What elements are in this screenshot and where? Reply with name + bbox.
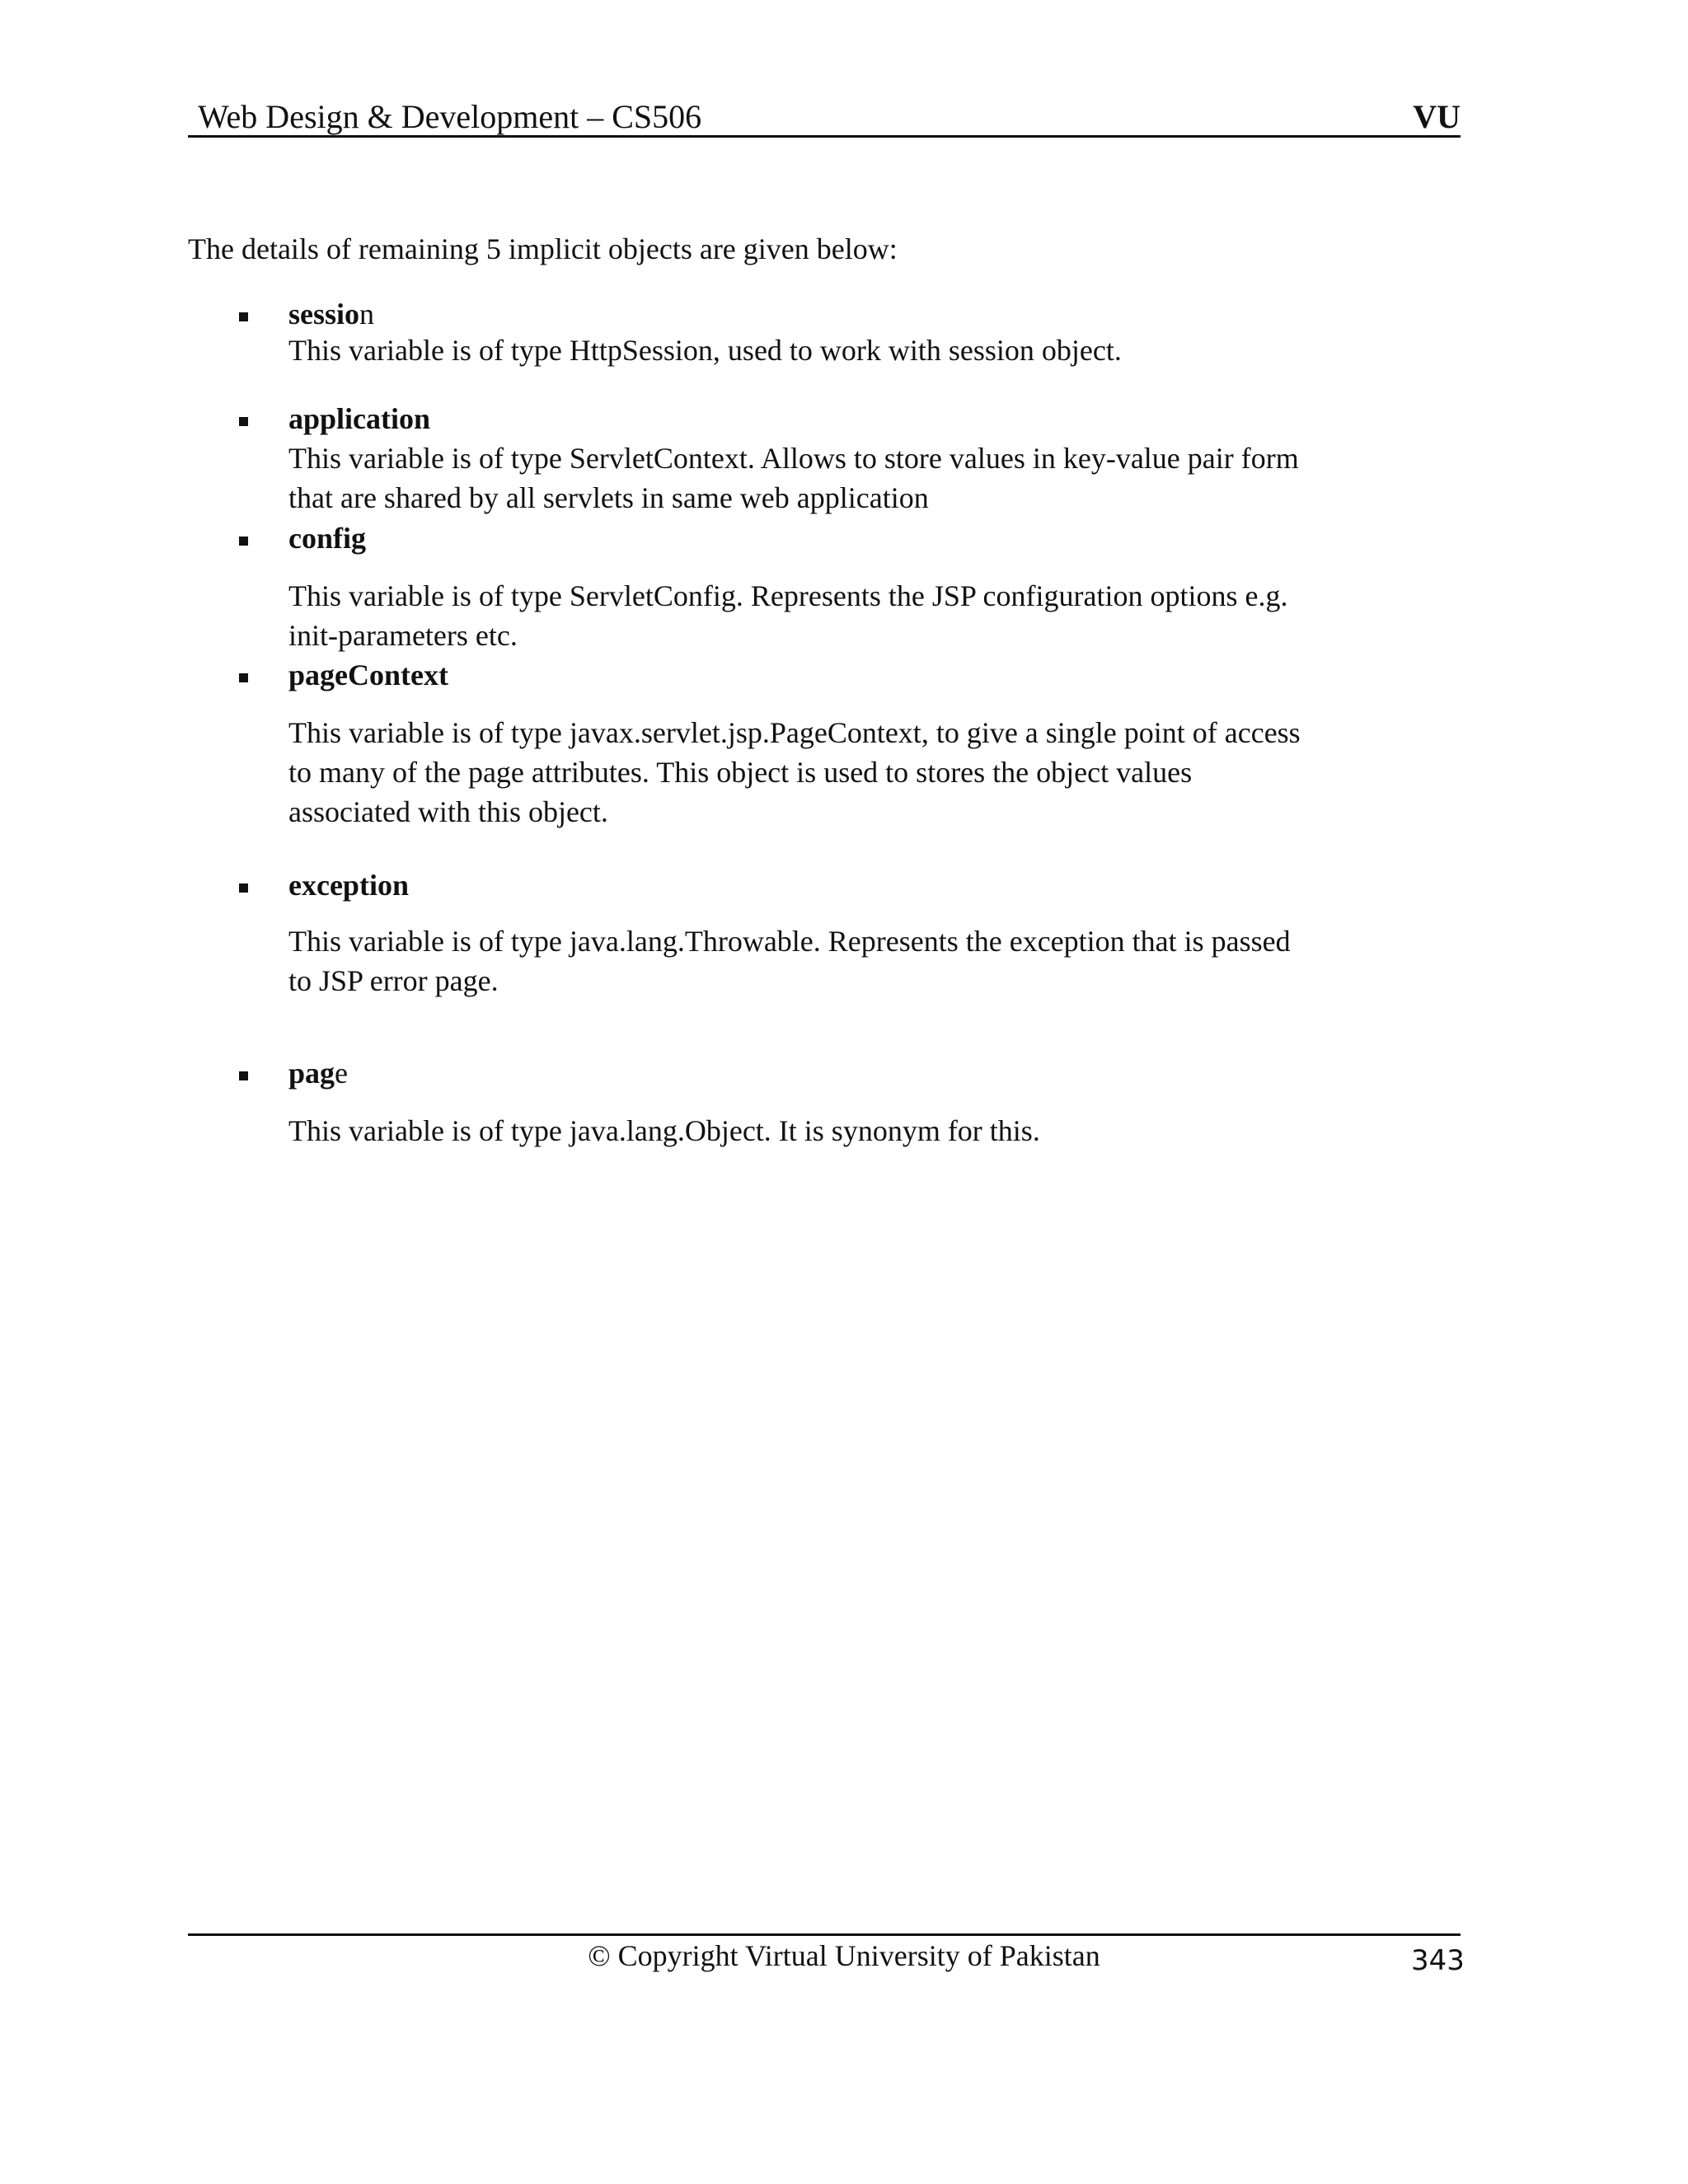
item-description xyxy=(288,1111,1459,1151)
item-term-bold: exception xyxy=(288,869,409,902)
item-term xyxy=(288,518,366,558)
item-description xyxy=(288,921,1459,1001)
item-term-rest: e xyxy=(335,1057,349,1090)
description-line: This variable is of type java.lang.Object. It is synonym for this. xyxy=(288,1114,1040,1147)
item-term xyxy=(288,399,430,438)
header-logo-text: VU xyxy=(1413,98,1461,135)
description-line: This variable is of type ServletConfig. Represents the JSP configuration options e.g. xyxy=(288,579,1288,612)
header-title: Web Design & Development – CS506 xyxy=(198,98,702,135)
description-line: associated with this object. xyxy=(288,795,608,828)
square-bullet-icon xyxy=(239,1071,248,1080)
item-term-bold: pag xyxy=(288,1057,335,1090)
intro-paragraph: The details of remaining 5 implicit objects are given below: xyxy=(188,232,898,265)
footer-copyright: © Copyright Virtual University of Pakistan xyxy=(588,1939,1100,1972)
item-term-bold: application xyxy=(288,402,431,435)
description-line: This variable is of type HttpSession, used to work with session object. xyxy=(288,334,1122,367)
page-number: 343 xyxy=(1411,1944,1465,1977)
description-line: This variable is of type ServletContext. Allows to store values in key-value pair form xyxy=(288,442,1299,475)
square-bullet-icon xyxy=(239,537,248,546)
description-line: that are shared by all servlets in same web application xyxy=(288,481,929,514)
item-term xyxy=(288,865,409,905)
item-term-bold: pageContext xyxy=(288,658,448,691)
description-line: init-parameters etc. xyxy=(288,619,518,652)
square-bullet-icon xyxy=(239,417,248,426)
item-term-bold: sessio xyxy=(288,298,360,330)
description-line: This variable is of type java.lang.Throwable. Represents the exception that is passed xyxy=(288,925,1291,958)
description-line: This variable is of type javax.servlet.jsp.PageContext, to give a single point of access xyxy=(288,716,1301,749)
footer-divider xyxy=(188,1933,1461,1936)
item-description xyxy=(288,330,1459,370)
description-line: to JSP error page. xyxy=(288,964,499,997)
item-term xyxy=(288,655,448,695)
item-term xyxy=(288,1053,348,1093)
item-term-bold: config xyxy=(288,522,366,555)
item-description xyxy=(288,576,1459,655)
description-line: to many of the page attributes. This object is used to stores the object values xyxy=(288,756,1193,789)
item-description xyxy=(288,713,1459,832)
page-header xyxy=(188,97,1461,138)
square-bullet-icon xyxy=(239,312,248,321)
item-term-rest: n xyxy=(359,298,375,330)
item-term xyxy=(288,294,374,334)
square-bullet-icon xyxy=(239,673,248,682)
item-description xyxy=(288,438,1459,518)
square-bullet-icon xyxy=(239,883,248,893)
